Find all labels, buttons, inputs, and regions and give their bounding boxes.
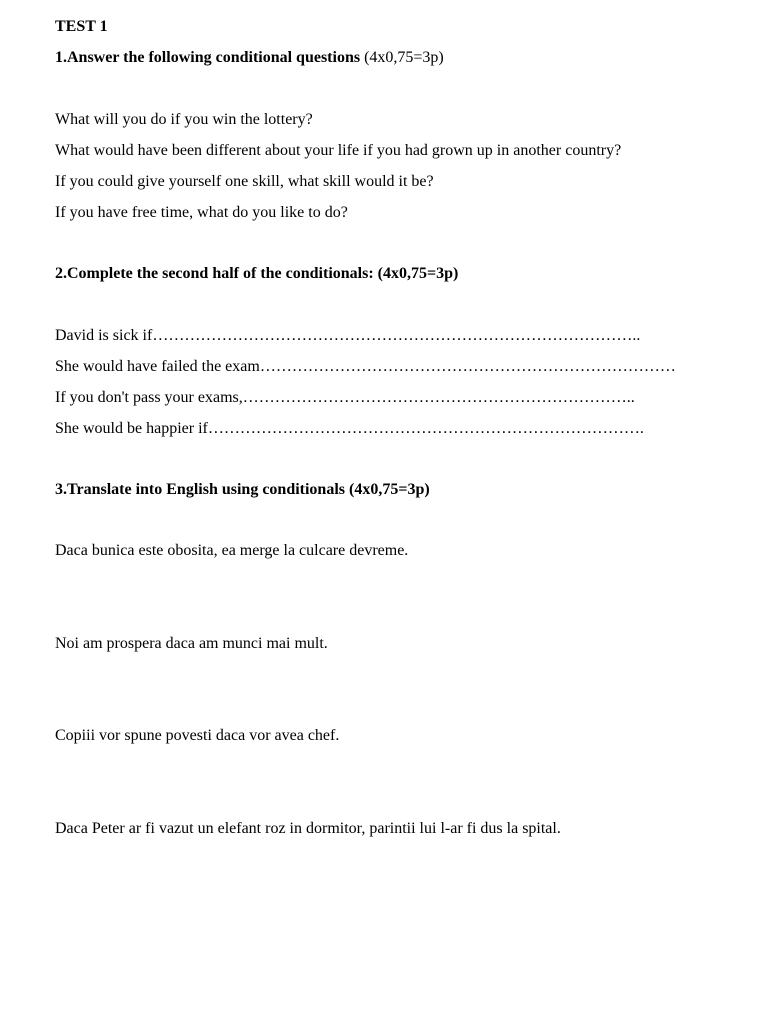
conditional-item-4: She would be happier if………………………………………………………………………. xyxy=(55,420,644,437)
section-3-heading xyxy=(55,480,430,500)
translate-sentence-1: Daca bunica este obosita, ea merge la culcare devreme. xyxy=(55,542,409,559)
question-2: What would have been different about your life if you had grown up in another country? xyxy=(55,142,622,159)
conditional-item-1: David is sick if……………………………………………………………………………….. xyxy=(55,327,641,344)
translate-sentence-3: Copiii vor spune povesti daca vor avea chef. xyxy=(55,727,340,744)
document-title: TEST 1 xyxy=(55,18,108,35)
question-3: If you could give yourself one skill, what skill would it be? xyxy=(55,173,434,190)
question-1: What will you do if you win the lottery? xyxy=(55,111,313,128)
section-2-heading xyxy=(55,264,458,284)
translate-sentence-4: Daca Peter ar fi vazut un elefant roz in dormitor, parintii lui l-ar fi dus la spital. xyxy=(55,820,561,837)
section-3-points: (4x0,75=3p) xyxy=(349,481,430,498)
section-2-points: (4x0,75=3p) xyxy=(377,265,459,282)
section-1-points: (4x0,75=3p) xyxy=(364,49,444,66)
conditional-item-2: She would have failed the exam…………………………………………………………………… xyxy=(55,358,676,375)
section-3-heading-text: 3.Translate into English using conditionals xyxy=(55,481,345,498)
question-4: If you have free time, what do you like to do? xyxy=(55,204,348,221)
conditional-item-3: If you don't pass your exams,……………………………………………………………….. xyxy=(55,389,635,406)
section-2-heading-text: 2.Complete the second half of the conditionals: xyxy=(55,265,374,282)
section-1-heading xyxy=(55,48,444,68)
section-1-heading-text: 1.Answer the following conditional questions xyxy=(55,49,361,66)
translate-sentence-2: Noi am prospera daca am munci mai mult. xyxy=(55,635,328,652)
